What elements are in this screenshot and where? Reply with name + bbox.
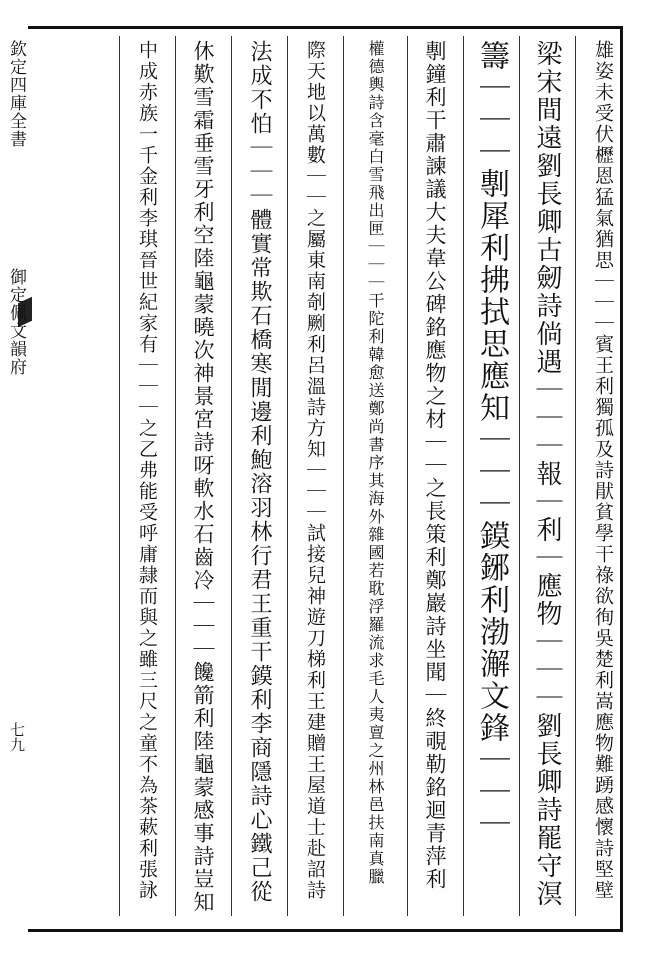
text-column-6: 際天地以萬數｜｜之屬東南剞劂利呂溫詩方知｜｜｜試接兒神遊刀梯利王建贈王屋道士赴詔詩 — [304, 40, 326, 901]
column-rule — [343, 36, 344, 916]
folio-number: 七九 — [8, 722, 26, 752]
text-column-7: 法成不怕｜｜｜體實常欺石橋寒閒邊利鮑溶羽林行君王重干鏌利李商隱詩心鐵己從 — [247, 40, 272, 904]
column-rule — [119, 36, 120, 916]
text-column-1: 雄姿未受伏櫪恩猛氣猶思｜｜｜賓王利獨孤及詩猒貧學干祿欲徇吳楚利嵩應物難踴感懷詩堅壁 — [592, 40, 614, 901]
column-rule — [231, 36, 232, 916]
margin-title-top: 欽定四庫全書 — [6, 40, 26, 148]
column-rule — [407, 36, 408, 916]
column-rule — [175, 36, 176, 916]
margin-title-bottom: 御定佩文韻府 — [6, 268, 26, 376]
column-rule — [287, 36, 288, 916]
text-column-4: 剸鐘利干肅諫議大夫韋公碑銘應物之材｜｜之長策利鄭巖詩坐聞｜終覗勒銘迴青萍利 — [423, 40, 447, 891]
text-column-2: 梁宋間遠劉長卿古劒詩倘遇｜｜｜報｜利｜應物｜｜｜劉長卿詩罷守溟 — [532, 40, 562, 908]
margin-title — [2, 40, 30, 376]
column-rule — [463, 36, 464, 916]
text-column-8: 休歎雪霜垂雪牙利空陸龜蒙曉次神景宮詩呀軟水石齒冷｜｜｜饞箭利陸龜蒙感事詩豈知 — [191, 40, 215, 914]
text-column-9: 中成赤族一千金利李琪晉世紀家有｜｜｜之乙弗能受呼庸隷而與之雖三尺之童不為茶蔌利張詠 — [136, 40, 158, 901]
text-column-3: 籌｜｜｜剸犀利拂拭思應知｜｜｜鏌鋣利渤澥文鋒｜｜｜ — [474, 40, 509, 840]
column-rule — [575, 36, 576, 916]
text-column-5: 權德輿詩含毫白雪飛出匣｜｜｜干陀利韓愈送鄭尚書序其海外雜國若耽浮羅流求毛人夷亶之州林邑扶南真臘 — [366, 40, 385, 886]
column-rule — [519, 36, 520, 916]
